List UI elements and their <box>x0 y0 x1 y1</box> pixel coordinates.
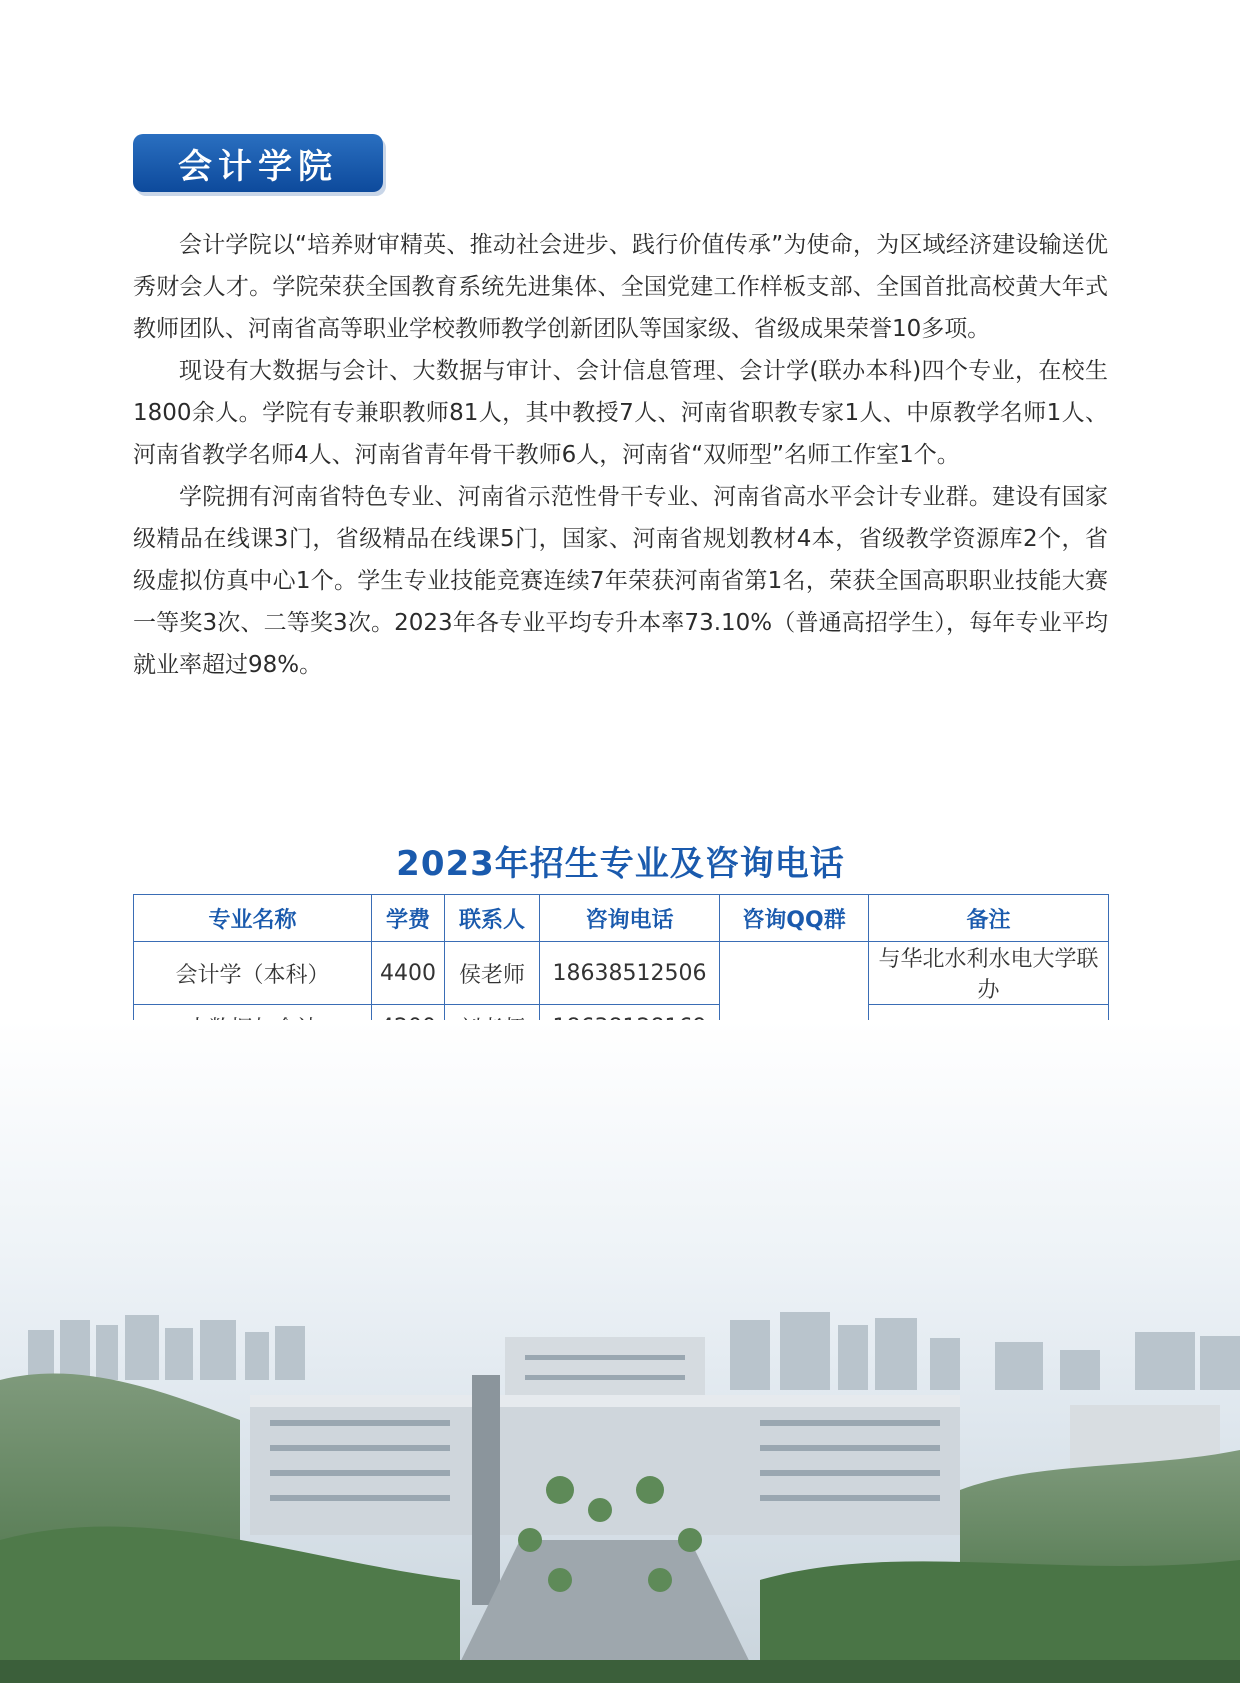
intro-paragraph: 会计学院以“培养财审精英、推动社会进步、践行价值传承”为使命，为区域经济建设输送优秀财会人才。学院荣获全国教育系统先进集体、全国党建工作样板支部、全国首批高校黄大年式教师团队、河南省高等职业学校教师教学创新团队等国家级、省级成果荣誉10多项。 <box>133 232 1108 342</box>
cell-major: 会计学（本科） <box>134 942 372 1005</box>
cell-contact: 侯老师 <box>445 942 540 1005</box>
header-major: 专业名称 <box>134 895 372 942</box>
intro-paragraph: 学院拥有河南省特色专业、河南省示范性骨干专业、河南省高水平会计专业群。建设有国家级精品在线课3门，省级精品在线课5门，国家、河南省规划教材4本，省级教学资源库2个，省级虚拟仿真中心1个。学生专业技能竞赛连续7年荣获河南省第1名，荣获全国高职职业技能大赛一等奖3次、二等奖3次。2023年各专业平均专升本率73.10%（普通高招学生），每年专业平均就业率超过98%。 <box>133 484 1108 678</box>
table-title: 2023年招生专业及咨询电话 <box>396 844 845 884</box>
header-note: 备注 <box>869 895 1109 942</box>
header-qq: 咨询QQ群 <box>720 895 869 942</box>
header-fee: 学费 <box>372 895 445 942</box>
cell-note: 与华北水利水电大学联办 <box>869 942 1109 1005</box>
intro-text <box>133 224 1108 686</box>
cell-phone: 18638512506 <box>540 942 720 1005</box>
table-header-row <box>134 895 1109 942</box>
section-title: 会计学院 <box>178 146 338 187</box>
table-row <box>134 942 1109 1005</box>
section-title-badge <box>133 134 383 192</box>
header-phone: 咨询电话 <box>540 895 720 942</box>
cell-fee: 4400 <box>372 942 445 1005</box>
header-contact: 联系人 <box>445 895 540 942</box>
campus-aerial-image <box>0 1020 1240 1683</box>
intro-paragraph: 现设有大数据与会计、大数据与审计、会计信息管理、会计学(联办本科)四个专业，在校生1800余人。学院有专兼职教师81人，其中教授7人、河南省职教专家1人、中原教学名师1人、河南省教学名师4人、河南省青年骨干教师6人，河南省“双师型”名师工作室1个。 <box>133 358 1108 468</box>
